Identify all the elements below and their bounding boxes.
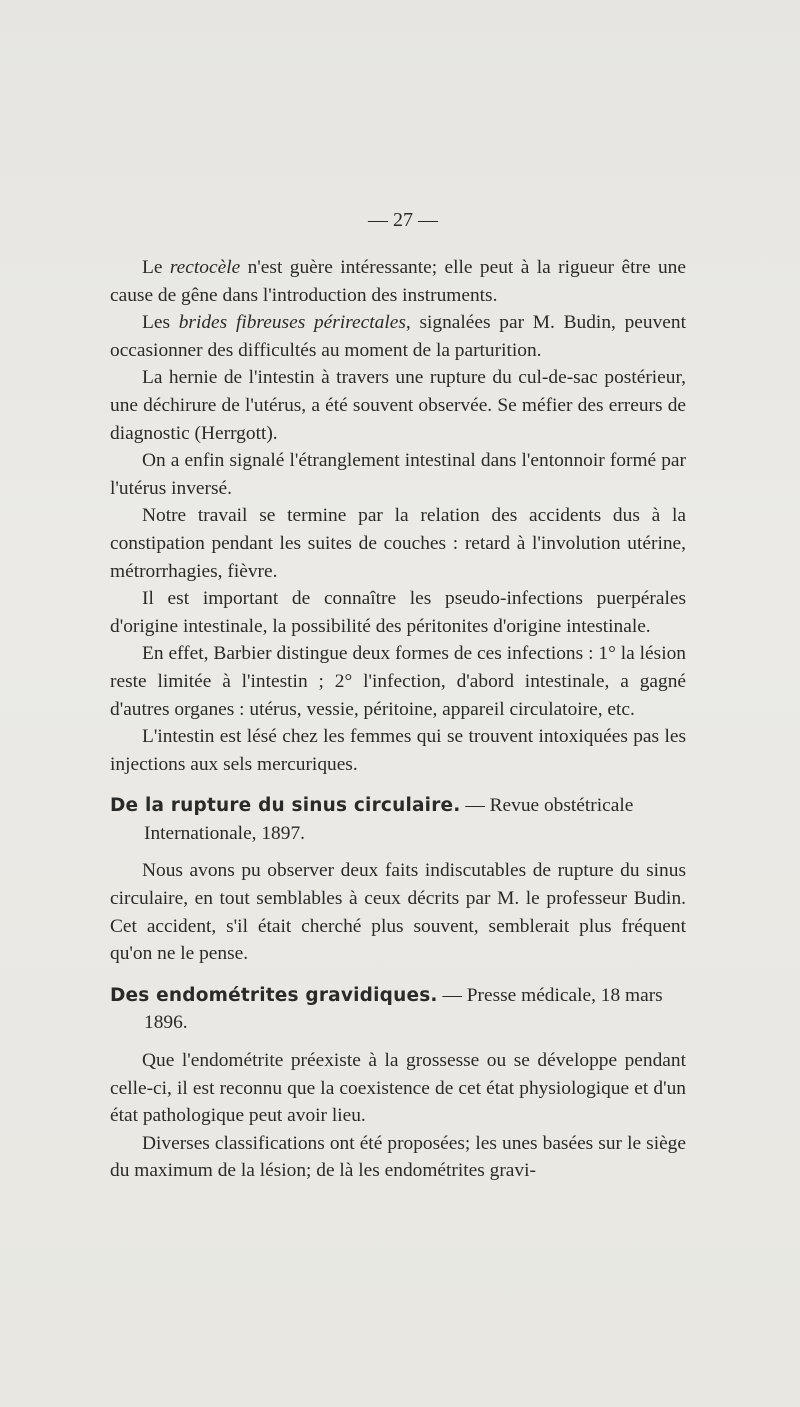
- italic-term: rectocèle: [169, 257, 241, 278]
- paragraph: Nous avons pu observer deux faits indiscutables de rupture du sinus circulaire, en tout semblables à ceux décrits par M. le professeur Budin. Cet accident, s'il était cherché plus souvent, semblerait plus fréquent qu'on ne le pense.: [110, 860, 686, 965]
- section-title: De la rupture du sinus circulaire.: [110, 795, 461, 817]
- page-number: — 27 —: [368, 209, 438, 231]
- paragraph: Notre travail se termine par la relation des accidents dus à la constipation pendant les suites de couches : retard à l'involution utérine, métrorrhagies, fièvre.: [110, 505, 686, 582]
- paragraph: Diverses classifications ont été proposées; les unes basées sur le siège du maximum de la lésion; de là les endométrites gravi-: [110, 1132, 686, 1182]
- paragraph: En effet, Barbier distingue deux formes de ces infections : 1° la lésion reste limitée à l'intestin ; 2° l'infection, d'abord intestinale, a gagné d'autres organes : utérus, vessie, péritoine, appareil circulatoire, etc.: [110, 643, 686, 720]
- paragraph: Les brides fibreuses périrectales, signalées par M. Budin, peuvent occasionner des difficultés au moment de la parturition.: [110, 312, 686, 361]
- paragraph: Il est important de connaître les pseudo-infections puerpérales d'origine intestinale, la possibilité des péritonites d'origine intestinale.: [110, 588, 686, 637]
- section-heading: [110, 792, 686, 847]
- paragraph: On a enfin signalé l'étranglement intestinal dans l'entonnoir formé par l'utérus inversé.: [110, 450, 686, 499]
- page-text: [110, 206, 686, 1185]
- italic-term: brides fibreuses périrectales: [178, 312, 406, 334]
- paragraph: L'intestin est lésé chez les femmes qui se trouvent intoxiquées pas les injections aux sels mercuriques.: [110, 726, 686, 775]
- paragraph: La hernie de l'intestin à travers une rupture du cul-de-sac postérieur, une déchirure de l'utérus, a été souvent observée. Se méfier des erreurs de diagnostic (Herrgott).: [110, 367, 686, 444]
- paragraph: Que l'endométrite préexiste à la grossesse ou se développe pendant celle-ci, il est reconnu que la coexistence de cet état physiologique et d'un état pathologique peut avoir lieu.: [110, 1050, 686, 1127]
- section-heading: [110, 982, 686, 1037]
- section-source: — Revue obstétricale Internationale, 1897.: [144, 795, 634, 844]
- section-source: — Presse médicale, 18 mars 1896.: [144, 984, 663, 1034]
- section-title: Des endométrites gravidiques.: [110, 984, 438, 1006]
- paragraph: Le rectocèle n'est guère intéressante; elle peut à la rigueur être une cause de gêne dans l'introduction des instruments.: [110, 257, 686, 306]
